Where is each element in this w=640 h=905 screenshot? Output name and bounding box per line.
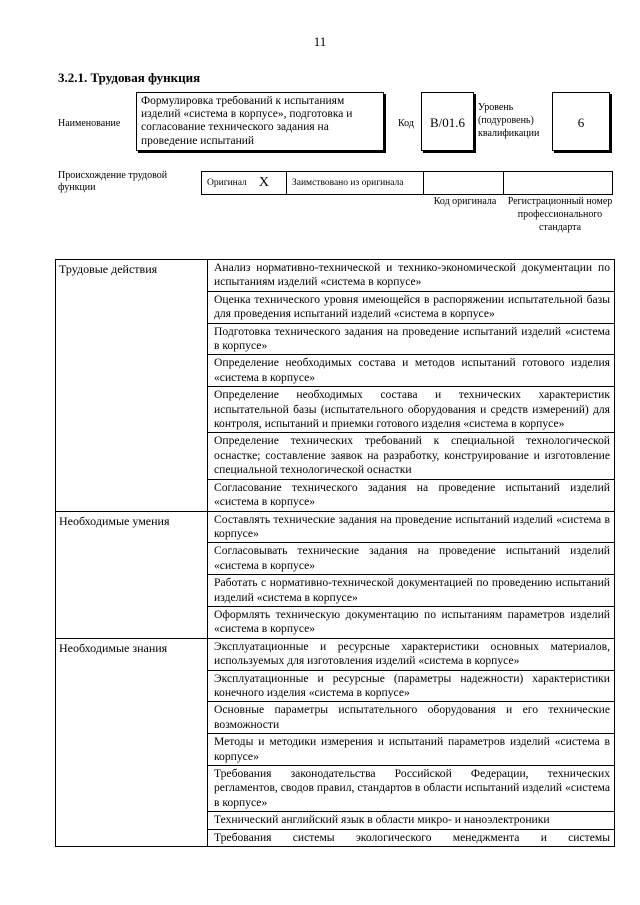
items-cell	[208, 260, 615, 512]
origin-label: Происхождение трудовой функции	[58, 170, 168, 193]
list-item: Технический английский язык в области микро- и наноэлектроники	[208, 812, 614, 829]
list-item: Методы и методики измерения и испытаний параметров изделий «система в корпусе»	[208, 734, 614, 766]
function-name-box: Формулировка требований к испытаниям изделий «система в корпусе», подготовка и согласование технического задания на проведение испытаний	[136, 92, 384, 151]
page-number: 11	[313, 34, 327, 49]
category-cell: Трудовые действия	[56, 260, 208, 512]
borrowed-cell: Заимствовано из оригинала	[287, 171, 424, 195]
registration-number-cell	[504, 171, 613, 195]
list-item: Подготовка технического задания на проведение испытаний изделий «система в корпусе»	[208, 324, 614, 356]
qualification-level-label: Уровень (подуровень) квалификации	[478, 102, 540, 139]
original-mark: X	[258, 175, 269, 190]
table-row	[56, 638, 615, 846]
table-row	[56, 511, 615, 638]
qualification-level-box: 6	[552, 92, 610, 151]
list-item: Согласовывать технические задания на проведение испытаний изделий «система в корпусе»	[208, 543, 614, 575]
function-code-box: B/01.6	[421, 92, 474, 151]
list-item: Основные параметры испытательного оборудования и его технические возможности	[208, 702, 614, 734]
registration-number-caption: Регистрационный номер профессионального стандарта	[507, 196, 613, 233]
list-item: Анализ нормативно-технической и технико-экономической документации по испытаниям изделий «система в корпусе»	[208, 260, 614, 292]
list-item: Требования законодательства Российской Федерации, технических регламентов, сводов правил, стандартов в области испытаний изделий «система в корпусе»	[208, 766, 614, 812]
list-item: Оценка технического уровня имеющейся в распоряжении испытательной базы для проведения испытаний изделий «система в корпусе»	[208, 292, 614, 324]
category-cell: Необходимые умения	[56, 511, 208, 638]
list-item: Определение необходимых состава и технических характеристик испытательной базы (испытательного оборудования и средств измерений) для контроля, испытаний и приемки готового изделия «система в корпусе»	[208, 387, 614, 433]
list-item: Согласование технического задания на проведение испытаний изделий «система в корпусе»	[214, 480, 610, 509]
original-code-cell	[424, 171, 504, 195]
name-label: Наименование	[58, 118, 121, 129]
list-item: Определение необходимых состава и методов испытаний готового изделия «система в корпусе»	[208, 355, 614, 387]
table-row	[56, 260, 615, 512]
code-label: Код	[398, 118, 414, 129]
section-heading: 3.2.1. Трудовая функция	[58, 70, 201, 85]
list-item: Требования системы экологического менеджмента и системы	[214, 830, 610, 844]
original-cell	[201, 171, 287, 195]
items-cell	[208, 511, 615, 638]
list-item: Эксплуатационные и ресурсные характеристики основных материалов, используемых для изготовления изделий «система в корпусе»	[208, 639, 614, 671]
list-item: Работать с нормативно-технической документацией по проведению испытаний изделий «система в корпусе»	[208, 575, 614, 607]
origin-row	[201, 171, 613, 195]
requirements-table	[55, 259, 615, 847]
category-cell: Необходимые знания	[56, 638, 208, 846]
items-cell	[208, 638, 615, 846]
list-item: Определение технических требований к специальной технологической оснастке; составление заявок на разработку, конструирование и изготовление специальной технологической оснастки	[208, 433, 614, 479]
list-item: Составлять технические задания на проведение испытаний изделий «система в корпусе»	[208, 512, 614, 544]
original-code-caption: Код оригинала	[433, 196, 497, 207]
list-item: Эксплуатационные и ресурсные (параметры надежности) характеристики конечного изделия «система в корпусе»	[208, 671, 614, 703]
original-label: Оригинал	[207, 178, 247, 188]
list-item: Оформлять техническую документацию по испытаниям параметров изделий «система в корпусе»	[214, 607, 610, 636]
